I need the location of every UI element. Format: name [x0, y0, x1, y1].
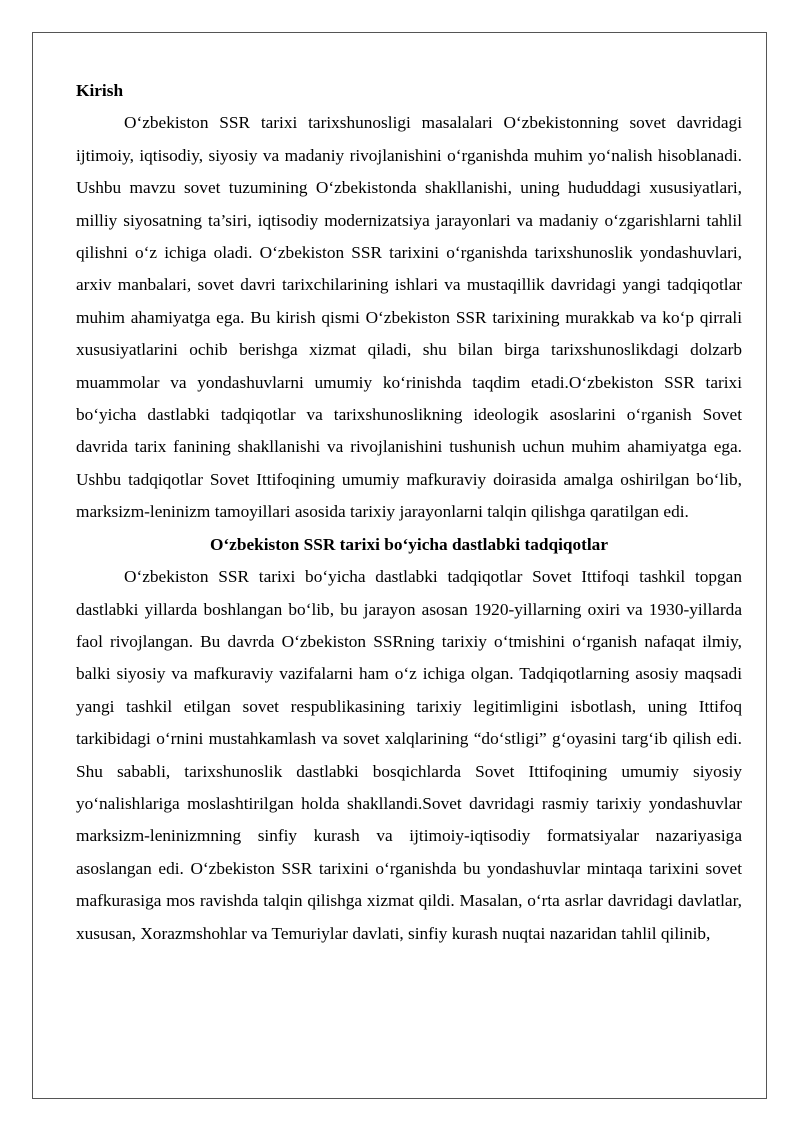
- document-body: [76, 75, 742, 950]
- intro-paragraph: O‘zbekiston SSR tarixi tarixshunosligi masalalari O‘zbekistonning sovet davridagi ijtimoiy, iqtisodiy, siyosiy va madaniy rivojlanishini o‘rganishda muhim yo‘nalish hisoblanadi. Ushbu mavzu sovet tuzumining O‘zbekistonda shakllanishi, uning hududdagi xususiyatlari, milliy siyosatning ta’siri, iqtisodiy modernizatsiya jarayonlari va madaniy o‘zgarishlarni tahlil qilishni o‘z ichiga oladi. O‘zbekiston SSR tarixini o‘rganishda tarixshunoslik yondashuvlari, arxiv manbalari, sovet davri tarixchilarining ishlari va mustaqillik davridagi yangi tadqiqotlar muhim ahamiyatga ega. Bu kirish qismi O‘zbekiston SSR tarixining murakkab va ko‘p qirrali xususiyatlarini ochib berishga xizmat qiladi, shu bilan birga tarixshunoslikdagi dolzarb muammolar va yondashuvlarni umumiy ko‘rinishda taqdim etadi.O‘zbekiston SSR tarixi bo‘yicha dastlabki tadqiqotlar va tarixshunoslikning ideologik asoslarini o‘rganish Sovet davrida tarix fanining shakllanishi va rivojlanishini tushunish uchun muhim ahamiyatga ega. Ushbu tadqiqotlar Sovet Ittifoqining umumiy mafkuraviy doirasida amalga oshirilgan bo‘lib, marksizm-leninizm tamoyillari asosida tarixiy jarayonlarni talqin qilishga qaratilgan edi.: [76, 113, 742, 522]
- intro-heading: Kirish: [76, 81, 124, 100]
- section-paragraph: O‘zbekiston SSR tarixi bo‘yicha dastlabki tadqiqotlar Sovet Ittifoqi tashkil topgan dastlabki yillarda boshlangan bo‘lib, bu jarayon asosan 1920-yillarning oxiri va 1930-yillarda faol rivojlangan. Bu davrda O‘zbekiston SSRning tarixiy o‘tmishini o‘rganish nafaqat ilmiy, balki siyosiy va mafkuraviy vazifalarni ham o‘z ichiga olgan. Tadqiqotlarning asosiy maqsadi yangi tashkil etilgan sovet respublikasining tarixiy legitimligini isbotlash, uning Ittifoq tarkibidagi o‘rnini mustahkamlash va sovet xalqlarining “do‘stligi” g‘oyasini targ‘ib qilish edi. Shu sababli, tarixshunoslik dastlabki bosqichlarda Sovet Ittifoqining umumiy siyosiy yo‘nalishlariga moslashtirilgan holda shakllandi.Sovet davridagi rasmiy tarixiy yondashuvlar marksizm-leninizmning sinfiy kurash va ijtimoiy-iqtisodiy formatsiyalar nazariyasiga asoslangan edi. O‘zbekiston SSR tarixini o‘rganishda bu yondashuvlar mintaqa tarixini sovet mafkurasiga mos ravishda talqin qilishga xizmat qildi. Masalan, o‘rta asrlar davridagi davlatlar, xususan, Xorazmshohlar va Temuriylar davlati, sinfiy kurash nuqtai nazaridan tahlil qilinib,: [76, 567, 742, 943]
- section-heading: O‘zbekiston SSR tarixi bo‘yicha dastlabki tadqiqotlar: [209, 534, 608, 554]
